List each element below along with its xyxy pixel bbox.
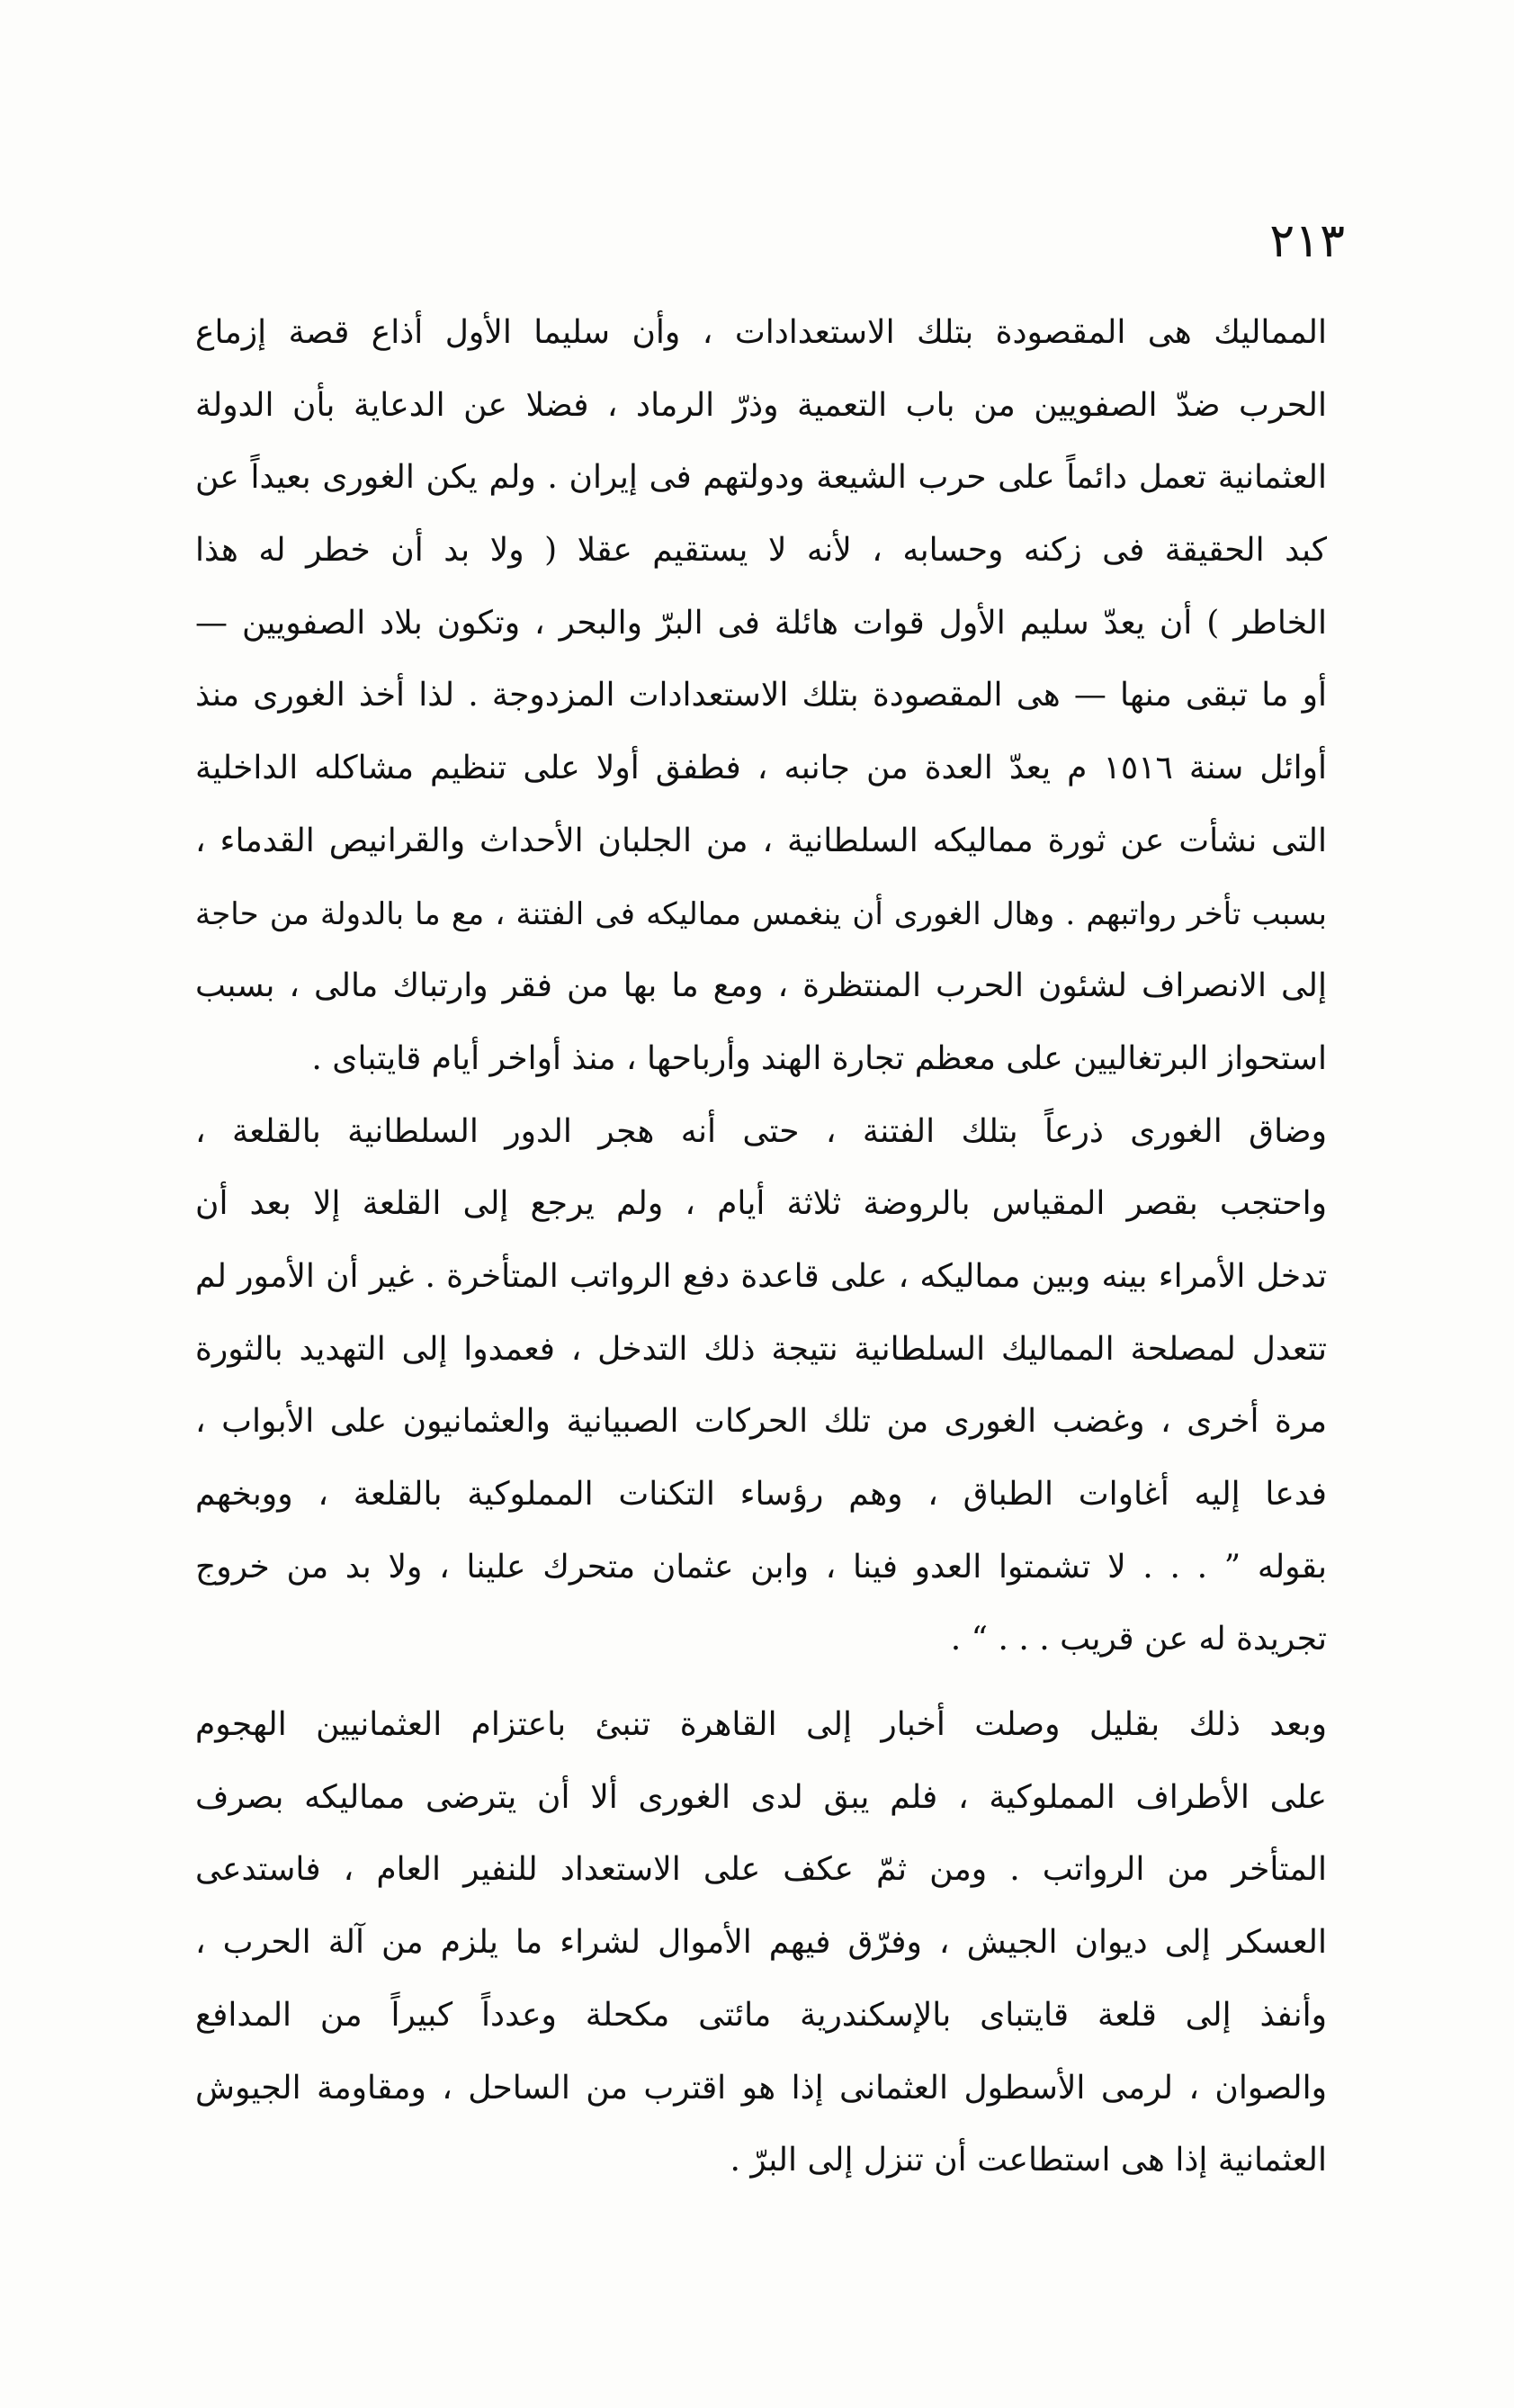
text-line: وأنفذ إلى قلعة قايتباى بالإسكندرية مائتى مكحلة وعدداً كبيراً من المدافع bbox=[195, 1996, 1327, 2034]
paragraph bbox=[195, 297, 1327, 1096]
text-line: تجريدة له عن قريب . . . “ . bbox=[950, 1621, 1327, 1658]
text-line: كبد الحقيقة فى زكنه وحسابه ، لأنه لا يستقيم عقلا ( ولا بد أن خطر له هذا bbox=[195, 532, 1327, 570]
paragraph bbox=[195, 1689, 1327, 2197]
text-line: تدخل الأمراء بينه وبين مماليكه ، على قاعدة دفع الرواتب المتأخرة . غير أن الأمور لم bbox=[195, 1257, 1327, 1295]
page-number: ٢١٣ bbox=[1269, 214, 1345, 268]
body-text bbox=[195, 297, 1327, 2197]
text-line: أوائل سنة ١٥١٦ م يعدّ العدة من جانبه ، فطفق أولا على تنظيم مشاكله الداخلية bbox=[195, 750, 1327, 787]
text-line: استحواز البرتغاليين على معظم تجارة الهند وأرباحها ، منذ أواخر أيام قايتباى . bbox=[311, 1039, 1327, 1077]
text-line: إلى الانصراف لشئون الحرب المنتظرة ، ومع ما بها من فقر وارتباك مالى ، بسبب bbox=[195, 967, 1327, 1005]
text-line: واحتجب بقصر المقياس بالروضة ثلاثة أيام ، ولم يرجع إلى القلعة إلا بعد أن bbox=[195, 1185, 1327, 1223]
paragraph bbox=[195, 1096, 1327, 1677]
text-line: وبعد ذلك بقليل وصلت أخبار إلى القاهرة تنبئ باعتزام العثمانيين الهجوم bbox=[195, 1706, 1327, 1744]
text-line: الحرب ضدّ الصفويين من باب التعمية وذرّ الرماد ، فضلا عن الدعاية بأن الدولة bbox=[195, 386, 1327, 424]
text-line: بسبب تأخر رواتبهم . وهال الغورى أن ينغمس مماليكه فى الفتنة ، مع ما بالدولة من حاجة bbox=[195, 895, 1327, 932]
text-line: العثمانية تعمل دائماً على حرب الشيعة ودولتهم فى إيران . ولم يكن الغورى بعيداً عن bbox=[195, 459, 1327, 497]
text-line: بقوله ” . . . لا تشمتوا العدو فينا ، وابن عثمان متحرك علينا ، ولا بد من خروج bbox=[195, 1548, 1327, 1586]
text-line: فدعا إليه أغاوات الطباق ، وهم رؤساء التكنات المملوكية بالقلعة ، ووبخهم bbox=[195, 1476, 1327, 1513]
text-line: المتأخر من الرواتب . ومن ثمّ عكف على الاستعداد للنفير العام ، فاستدعى bbox=[195, 1851, 1327, 1889]
text-line: الخاطر ) أن يعدّ سليم الأول قوات هائلة فى البرّ والبحر ، وتكون بلاد الصفويين — bbox=[195, 604, 1327, 642]
text-line: العسكر إلى ديوان الجيش ، وفرّق فيهم الأموال لشراء ما يلزم من آلة الحرب ، bbox=[195, 1924, 1327, 1962]
paragraph-gap bbox=[195, 1676, 1327, 1689]
text-line: مرة أخرى ، وغضب الغورى من تلك الحركات الصبيانية والعثمانيون على الأبواب ، bbox=[195, 1403, 1327, 1441]
text-line: تتعدل لمصلحة المماليك السلطانية نتيجة ذلك التدخل ، فعمدوا إلى التهديد بالثورة bbox=[195, 1330, 1327, 1368]
text-line: العثمانية إذا هى استطاعت أن تنزل إلى البرّ . bbox=[730, 2142, 1327, 2179]
text-line: وضاق الغورى ذرعاً بتلك الفتنة ، حتى أنه هجر الدور السلطانية بالقلعة ، bbox=[195, 1112, 1327, 1150]
text-line: المماليك هى المقصودة بتلك الاستعدادات ، وأن سليما الأول أذاع قصة إزماع bbox=[195, 314, 1327, 351]
text-line: والصوان ، لرمى الأسطول العثمانى إذا هو اقترب من الساحل ، ومقاومة الجيوش bbox=[195, 2069, 1327, 2107]
text-line: على الأطراف المملوكية ، فلم يبق لدى الغورى ألا أن يترضى مماليكه بصرف bbox=[195, 1778, 1327, 1816]
text-line: أو ما تبقى منها — هى المقصودة بتلك الاستعدادات المزدوجة . لذا أخذ الغورى منذ bbox=[195, 677, 1327, 714]
text-line: التى نشأت عن ثورة مماليكه السلطانية ، من الجلبان الأحداث والقرانيص القدماء ، bbox=[195, 822, 1327, 859]
